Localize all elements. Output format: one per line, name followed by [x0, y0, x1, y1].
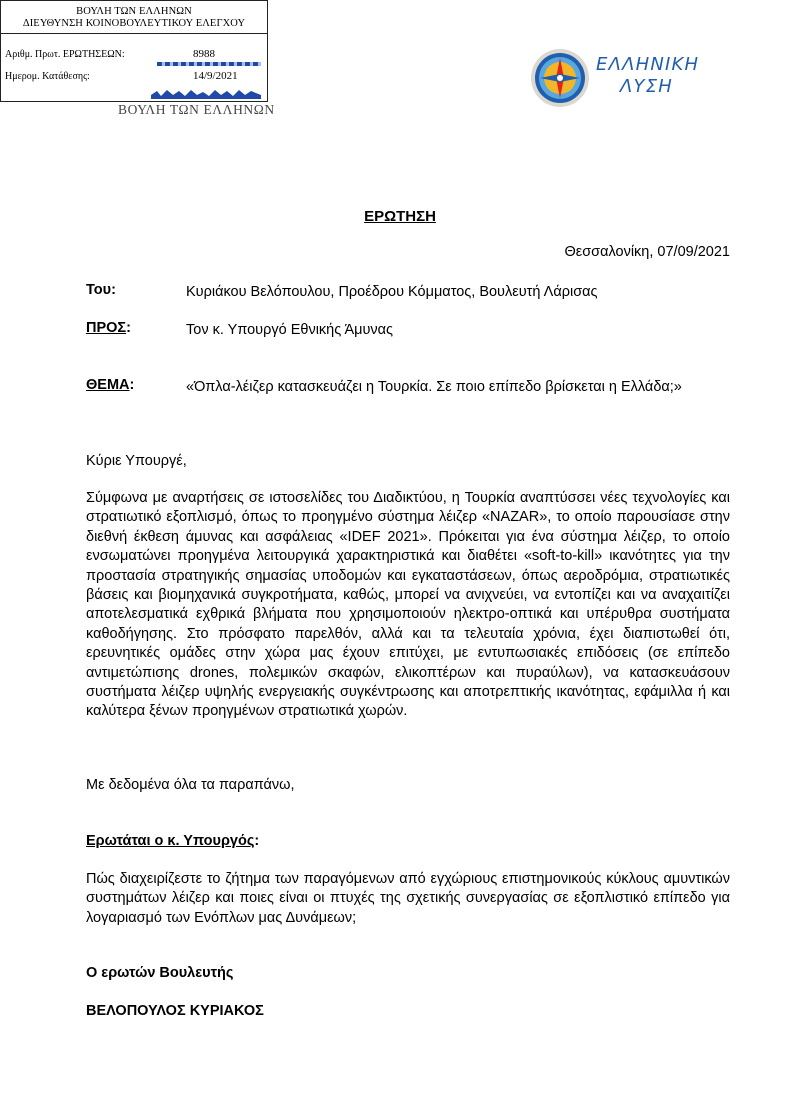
subject-value: «Όπλα-λέιζερ κατασκευάζει η Τουρκία. Σε ποιο επίπεδο βρίσκεται η Ελλάδα;» — [186, 379, 682, 395]
subject-label-colon: : — [129, 377, 135, 393]
body-paragraph: Σύμφωνα με αναρτήσεις σε ιστοσελίδες του Διαδικτύου, η Τουρκία αναπτύσσει νέες τεχνολογίες και στρατιωτικό εξοπλισμό, όπως το προηγμένο σύστημα λέιζερ «NAZAR», το οποίο παρουσίασε στην διεθνή έκθεση άμυνας και ασφάλειας «IDEF 2021». Πρόκειται για ένα σύστημα λέιζερ, το οποίο ενσωματώνει προηγμένα λειτουργικά χαρακτηριστικά και διαθέτει «soft-to-kill» ικανότητες για την προστασία στρατηγικής σημασίας υποδομών και εγκαταστάσεων, όπως αεροδρόμια, στρατιωτικές βάσεις και βιομηχανικά συγκροτήματα, καθώς, μπορεί να ανιχνεύει, να εντοπίζει και να αναχαιτίζει αποτελεσματικά εχθρικά βλήματα που χρησιμοποιούν ηλεκτρο-οπτικά και υπέρυθρα συστήματα καθοδήγησης. Στο πρόσφατο παρελθόν, αλλά και τα τελευταία χρόνια, έχει διαπιστωθεί ότι, ερευνητικές ομάδες στην χώρα μας έχουν επιτύχει, με εντυπωσιακές επιδόσεις (σε επίπεδο αντιμετώπισης drones, πολεμικών σκαφών, ελικοπτέρων και πυραύλων), να κατασκευάσουν συστήματα λέιζερ υψηλής ενεργειακής συγκέντρωσης και αποτρεπτικής ικανότητας, εφάμιλλα ή και καλύτερα ξένων προηγμένων στρατιωτικά χωρών. — [86, 490, 730, 720]
stamp-protocol-label: Αριθμ. Πρωτ. ΕΡΩΤΗΣΕΩΝ: — [5, 49, 125, 60]
question-heading-text: Ερωτάται ο κ. Υπουργός — [86, 833, 255, 849]
signature-name: ΒΕΛΟΠΟΥΛΟΣ ΚΥΡΙΑΚΟΣ — [86, 1003, 264, 1019]
party-name-line2: ΛΥΣΗ — [620, 76, 674, 97]
registration-stamp — [0, 0, 268, 102]
stamp-parliament-name: ΒΟΥΛΗ ΤΩΝ ΕΛΛΗΝΩΝ — [76, 6, 192, 17]
to-value: Τον κ. Υπουργό Εθνικής Άμυνας — [186, 322, 394, 338]
salutation: Κύριε Υπουργέ, — [86, 453, 187, 469]
closing-intro: Με δεδομένα όλα τα παραπάνω, — [86, 777, 295, 793]
place-date: Θεσσαλονίκη, 07/09/2021 — [564, 244, 730, 260]
compass-emblem-icon — [530, 48, 590, 108]
question-paragraph: Πώς διαχειρίζεστε το ζήτημα των παραγόμενων από εγχώριους επιστημονικούς κύκλους αμυντικών συστημάτων λέιζερ και ποιες είναι οι πτυχές της σχετικής συνεργασίας σε εξοπλιστικό επίπεδο για λογαριασμό των Ενόπλων μας Δυνάμεων; — [86, 871, 730, 926]
signature-label: Ο ερωτών Βουλευτής — [86, 965, 234, 981]
to-label — [86, 320, 131, 336]
stamp-directorate: ΔΙΕΥΘΥΝΣΗ ΚΟΙΝΟΒΟΥΛΕΥΤΙΚΟΥ ΕΛΕΓΧΟΥ — [22, 18, 246, 29]
stamp-divider — [1, 33, 267, 34]
from-label: Του: — [86, 282, 116, 298]
subject-label — [86, 377, 134, 393]
stamp-wave-pattern — [151, 87, 261, 99]
to-label-text: ΠΡΟΣ — [86, 320, 127, 336]
party-logo — [530, 48, 730, 112]
party-name-line1: ΕΛΛΗΝΙΚΗ — [596, 54, 700, 75]
document-title: ΕΡΩΤΗΣΗ — [364, 208, 436, 225]
stamp-date-label: Ημερομ. Κατάθεσης: — [5, 71, 90, 82]
stamp-footer: ΒΟΥΛΗ ΤΩΝ ΕΛΛΗΝΩΝ — [118, 102, 275, 117]
from-value: Κυριάκου Βελόπουλου, Προέδρου Κόμματος, Βουλευτή Λάρισας — [186, 284, 598, 300]
to-label-colon: : — [126, 320, 131, 336]
party-name — [596, 54, 699, 98]
question-heading-colon: : — [254, 833, 260, 849]
subject-label-text: ΘΕΜΑ — [86, 377, 130, 393]
stamp-protocol-row — [3, 49, 265, 67]
stamp-date-value: 14/9/2021 — [193, 70, 238, 82]
stamp-protocol-number: 8988 — [193, 48, 215, 60]
stamp-protocol-bar — [157, 62, 261, 66]
question-heading — [86, 832, 730, 851]
